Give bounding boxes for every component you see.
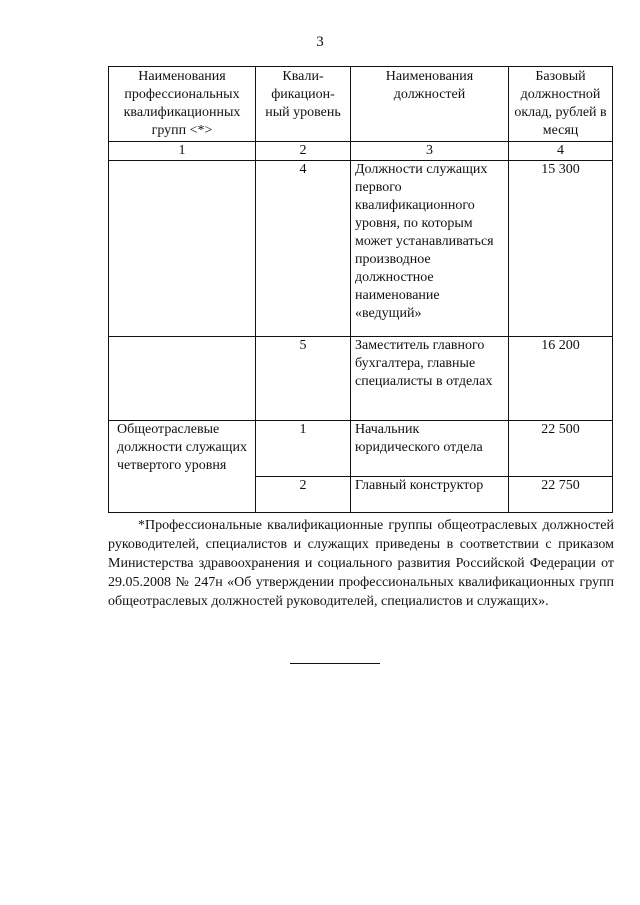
group-cell-empty [109,337,256,421]
header-qualification-level: Квали-фикацион-ный уровень [256,67,351,142]
separator-line [290,663,380,664]
level-cell: 2 [256,477,351,513]
table-header-row [109,67,613,142]
salary-cell: 15 300 [509,161,613,337]
position-cell: Заместитель главного бухгалтера, главные специалисты в отделах [351,337,509,421]
position-cell: Главный конструктор [351,477,509,513]
page-number: 3 [316,34,324,50]
header-position-names: Наименования должностей [351,67,509,142]
salary-cell: 22 500 [509,421,613,477]
group-name-cell: Общеотраслевые должности служащих четвертого уровня [109,421,256,513]
column-number: 2 [256,142,351,161]
column-numbers-row [109,142,613,161]
footnote: *Профессиональные квалификационные группы общеотраслевых должностей руководителей, специалистов и служащих приведены в соответствии с приказом Министерства здравоохранения и социального развития Российской Федерации от 29.05.2008 № 247н «Об утверждении профессиональных квалификационных групп общеотраслевых должностей руководителей, специалистов и служащих». [108,518,614,609]
column-number: 1 [109,142,256,161]
salary-cell: 16 200 [509,337,613,421]
column-number: 3 [351,142,509,161]
position-cell: Должности служащих первого квалификационного уровня, по которым может устанавливаться производное должностное наименование «ведущий» [351,161,509,337]
salary-cell: 22 750 [509,477,613,513]
level-cell: 1 [256,421,351,477]
column-number: 4 [509,142,613,161]
table-row [109,161,613,337]
table-row [109,421,613,477]
table-row [109,337,613,421]
position-cell: Начальник юридического отдела [351,421,509,477]
level-cell: 5 [256,337,351,421]
header-group-names: Наименования профессиональных квалификационных групп <*> [109,67,256,142]
salary-table [108,66,613,513]
group-cell-empty [109,161,256,337]
header-base-salary: Базовый должностной оклад, рублей в месяц [509,67,613,142]
level-cell: 4 [256,161,351,337]
